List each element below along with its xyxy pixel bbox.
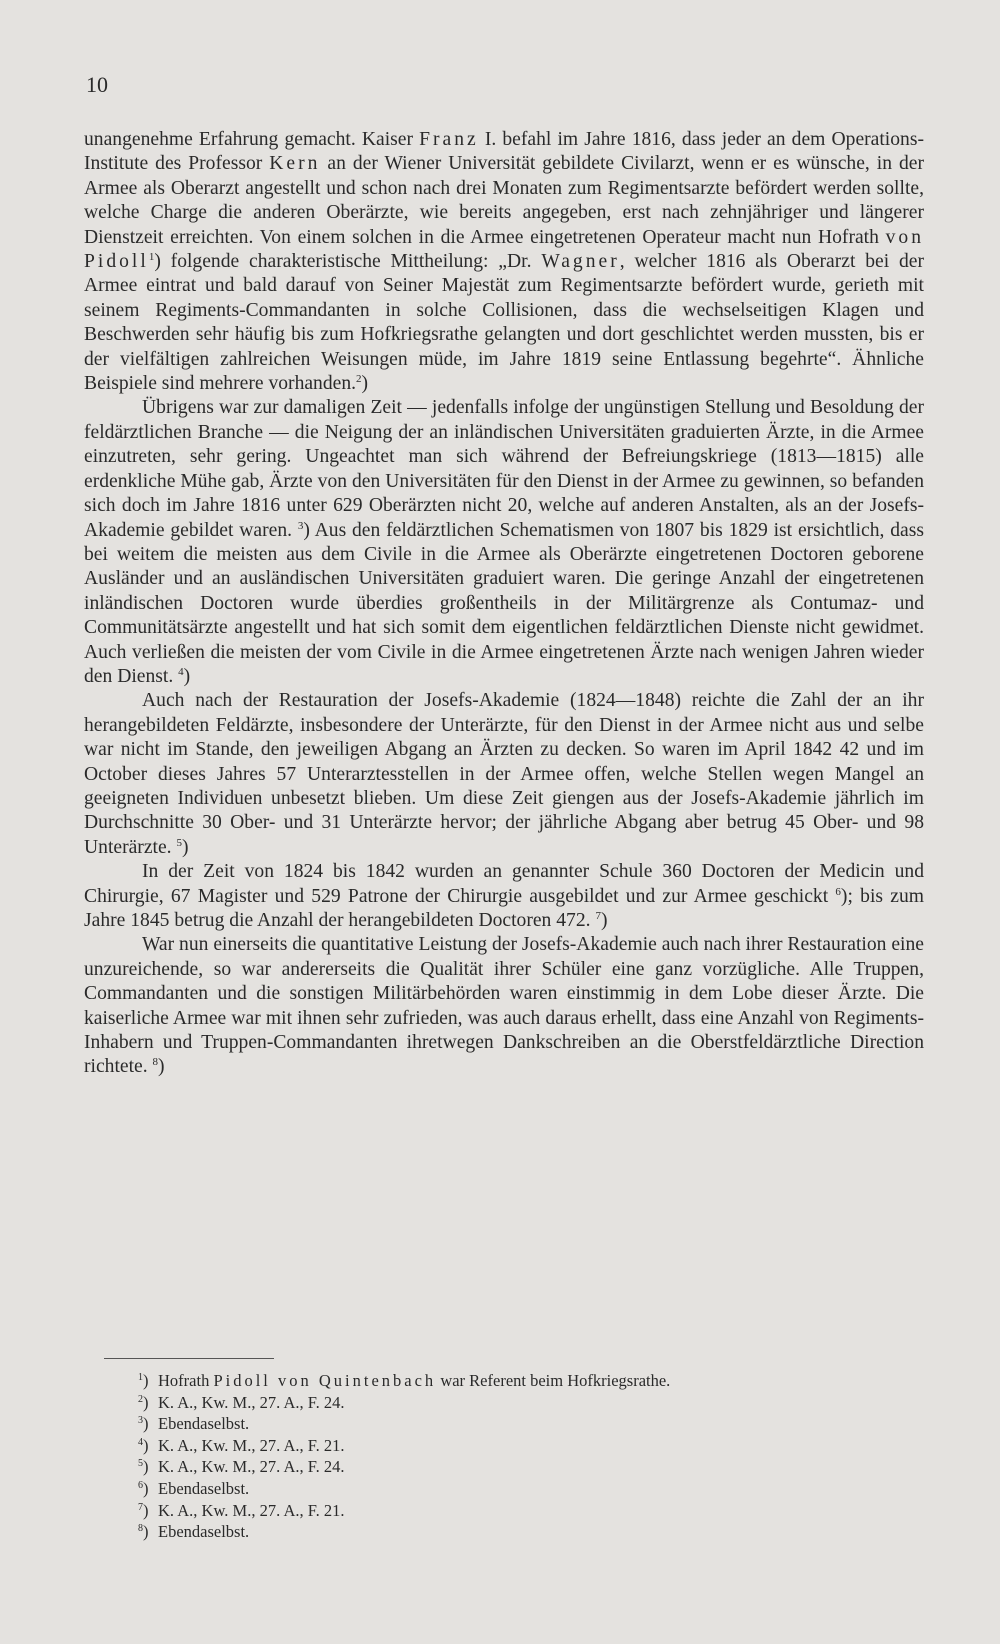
text-run: , welcher 1816 als Oberarzt bei der Armee eintrat und bald darauf von Seiner Majestät zum Regimentsarzte befördert wurde, gerieth mit seinem Regiments-Commandanten in solche Collisionen, dass die wechselseitigen Klagen und Beschwerden sehr häufig bis zum Hofkriegsrathe gelangten und dort geschlichtet werden mussten, bis er der vielfältigen zahlreichen Weisungen müde, im Jahre 1819 seine Entlassung begehrte“. Ähnliche Beispiele sind mehrere vorhanden.	[84, 251, 925, 395]
footnote-reference: 8	[152, 1056, 159, 1069]
text-run: ) folgende charakteristische Mittheilung: „Dr.	[154, 251, 542, 273]
footnote-text	[158, 1501, 344, 1520]
paragraph	[84, 128, 924, 396]
text-run: K. A., Kw. M., 27. A., F. 24.	[158, 1392, 345, 1412]
text-run: Übrigens war zur damaligen Zeit — jedenfalls infolge der ungünstigen Stellung und Besoldung der feldärztlichen Branche — die Neigung der an inländischen Universitäten graduierten Ärzte, in die Armee einzutreten, sehr gering. Ungeachtet man sich während der Befreiungskriege (1813—1815) alle erdenkliche Mühe gab, Ärzte von den Universitäten für den Dienst in der Armee zu gewinnen, so befanden sich doch im Jahre 1816 unter 629 Oberärzten nicht 20, welche auf anderen Anstalten, als an der Josefs-Akademie gebildet waren.	[84, 397, 924, 541]
text-run: Auch nach der Restauration der Josefs-Akademie (1824—1848) reichte die Zahl der an ihr herangebildeten Feldärzte, insbesondere der Unterärzte, für den Dienst in der Armee nicht aus und selbe war nicht im Stande, den jeweiligen Abgang an Ärzten zu decken. So waren im April 1842 42 und im October dieses Jahres 57 Unterarztesstellen in der Armee offen, welche Stellen wegen Mangel an geeigneten Individuen unbesetzt blieben. Um diese Zeit giengen aus der Josefs-Akademie jährlich im Durchschnitte 30 Ober- und 31 Unterärzte hervor; der jährliche Abgang aber betrug 45 Ober- und 98 Unterärzte.	[84, 690, 924, 858]
text-run: K. A., Kw. M., 27. A., F. 21.	[158, 1500, 345, 1520]
footnote-mark: $^4$)	[138, 1435, 149, 1455]
footnote-reference: 4	[178, 665, 184, 678]
footnote	[138, 1500, 928, 1522]
footnote-mark: $^3$)	[138, 1414, 149, 1434]
footnote-text	[158, 1479, 249, 1498]
text-run: K. A., Kw. M., 27. A., F. 21.	[158, 1435, 345, 1455]
text-run: ); bis zum Jahre 1845 betrug die Anzahl der herangebildeten Doctoren 472.	[84, 885, 924, 931]
footnote-mark: $^7$)	[138, 1500, 149, 1520]
footnote-reference: 6	[835, 885, 841, 898]
footnote-reference: 7	[595, 910, 601, 922]
text-run: Ebendaselbst.	[158, 1522, 250, 1542]
text-run: )	[158, 1056, 165, 1078]
text-run: In der Zeit von 1824 bis 1842 wurden an genannter Schule 360 Doctoren der Medicin und Chirurgie, 67 Magister und 529 Patrone der Chirurgie ausgebildet und zur Armee geschickt	[84, 861, 924, 907]
body-text	[84, 128, 924, 1080]
spaced-name: Franz	[419, 129, 479, 150]
footnote	[138, 1435, 928, 1457]
footnote	[138, 1413, 928, 1435]
text-run: war Referent beim Hofkriegsrathe.	[436, 1371, 671, 1390]
footnote-mark: $^8$)	[138, 1522, 149, 1542]
paragraph	[84, 689, 924, 860]
paragraph	[84, 933, 924, 1079]
footnotes	[138, 1370, 928, 1543]
paragraph	[84, 860, 924, 933]
footnote	[138, 1456, 928, 1478]
text-run: )	[361, 373, 369, 395]
footnote	[138, 1370, 928, 1392]
footnote-text	[158, 1436, 344, 1455]
page-number: 10	[86, 72, 108, 97]
footnote-separator	[104, 1358, 274, 1359]
footnote	[138, 1478, 928, 1500]
text-run: )	[181, 836, 189, 858]
footnote-reference: 1	[148, 251, 155, 264]
footnote-text	[158, 1457, 344, 1476]
text-run: )	[600, 910, 608, 931]
footnote-reference: 2	[356, 373, 362, 386]
paragraph	[84, 396, 924, 689]
text-run: Ebendaselbst.	[158, 1414, 250, 1434]
footnote-text	[158, 1522, 249, 1541]
footnote-text	[158, 1371, 670, 1390]
text-run: War nun einerseits die quantitative Leistung der Josefs-Akademie auch nach ihrer Restauration eine unzureichende, so war andererseits die Qualität ihrer Schüler eine ganz vorzügliche. Alle Truppen, Commandanten und die sonstigen Militärbehörden waren einstimmig in dem Lobe dieser Ärzte. Die kaiserliche Armee war mit ihnen sehr zufrieden, was auch daraus erhellt, dass eine Anzahl von Regiments-Inhabern und Truppen-Commandanten ihretwegen Dankschreiben an die Oberstfeldärztliche Direction richtete.	[84, 934, 924, 1078]
text-run: an der Wiener Universität gebildete Civilarzt, wenn er es wünsche, in der Armee als Oberarzt angestellt und schon nach drei Monaten zum Regimentsarzte befördert werden sollte, welche Charge die anderen Oberärzte, wie bereits angegeben, erst nach zehnjähriger und längerer Dienstzeit erreichten. Von einem solchen in die Armee eingetretenen Operateur macht nun Hofrath	[84, 153, 924, 248]
spaced-name: von Pidoll	[84, 226, 924, 273]
text-run: unangenehme Erfahrung gemacht. Kaiser	[84, 129, 420, 150]
spaced-name: Kern	[269, 153, 321, 175]
spaced-name: Wagner	[541, 251, 620, 273]
text-run: I. befahl im Jahre 1816, dass jeder an dem Operations-Institute des Professor	[84, 129, 924, 175]
footnote-mark: $^1$)	[138, 1371, 149, 1390]
footnote-mark: $^6$)	[138, 1478, 149, 1498]
footnote-mark: $^5$)	[138, 1457, 149, 1477]
text-run: K. A., Kw. M., 27. A., F. 24.	[158, 1457, 345, 1477]
footnote	[138, 1521, 928, 1543]
text-run: ) Aus den feldärztlichen Schematismen von 1807 bis 1829 ist ersichtlich, dass bei weitem die meisten aus dem Civile in die Armee als Oberärzte eingetretenen Doctoren geborene Ausländer und an ausländischen Universitäten graduiert waren. Die geringe Anzahl der eingetretenen inländischen Doctoren wurde überdies großentheils in der Militärgrenze als Contumaz- und Communitätsärzte angestellt und hat sich somit dem eigentlichen feldärztlichen Dienste nicht gewidmet. Auch verließen die meisten der vom Civile in die Armee eingetretenen Ärzte nach wenigen Jahren wieder den Dienst.	[84, 519, 925, 687]
footnote	[138, 1392, 928, 1414]
text-run: Ebendaselbst.	[158, 1478, 250, 1498]
footnote-text	[158, 1414, 249, 1433]
text-run: )	[183, 665, 191, 687]
spaced-name: Pidoll von Quintenbach	[213, 1371, 437, 1390]
footnote-reference: 3	[297, 519, 304, 532]
footnote-text	[158, 1393, 344, 1412]
footnote-mark: $^2$)	[138, 1392, 149, 1412]
footnote-reference: 5	[176, 836, 182, 849]
text-run: Hofrath	[158, 1371, 214, 1390]
